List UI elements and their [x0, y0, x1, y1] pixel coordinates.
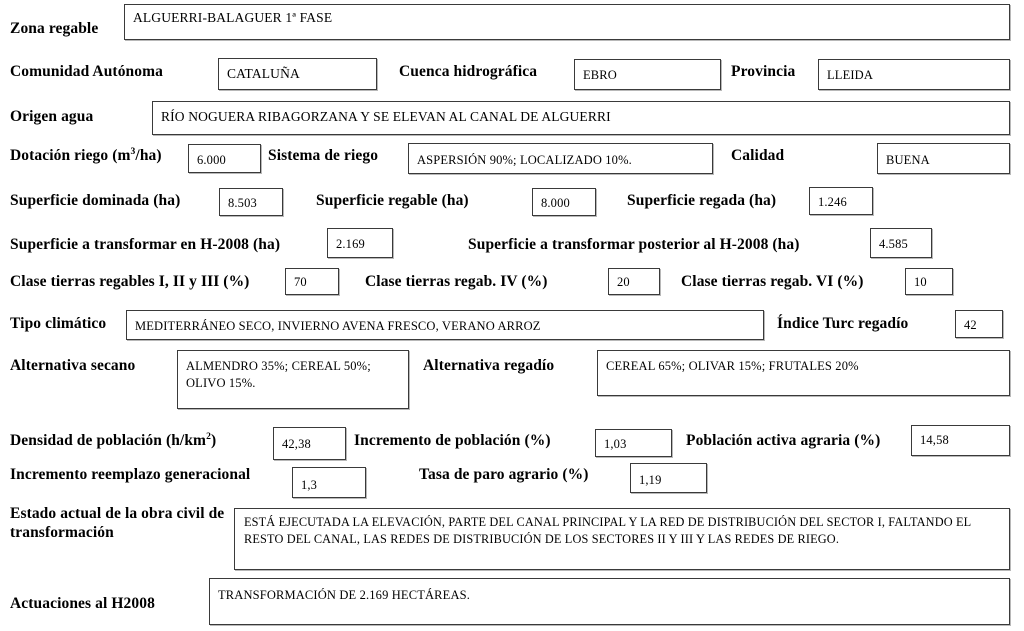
label-densidad-poblacion: Densidad de población $(h/km^2)$	[10, 430, 217, 449]
label-tipo-climatico: Tipo climático	[10, 315, 107, 332]
field-clase-tierras-vi[interactable]	[905, 268, 953, 295]
field-tipo-climatico[interactable]	[126, 310, 764, 340]
value-superficie-dominada: 8.503	[228, 196, 257, 210]
label-sistema-de-riego: Sistema de riego	[268, 147, 379, 164]
label-indice-turc-regadio: Índice Turc regadío	[777, 315, 909, 332]
field-incremento-poblacion[interactable]	[595, 429, 672, 457]
label-estado-obra-civil: Estado actual de la obra civil de transformación	[10, 505, 225, 542]
field-alternativa-regadio[interactable]	[597, 350, 1010, 396]
value-actuaciones-h2008: TRANSFORMACIÓN DE 2.169 HECTÁREAS.	[218, 588, 470, 602]
field-estado-obra-civil[interactable]	[234, 508, 1010, 570]
label-superficie-regable: Superficie regable (ha)	[316, 192, 469, 209]
field-zona-regable[interactable]	[124, 4, 1010, 40]
value-superficie-regable: 8.000	[541, 196, 570, 210]
field-clase-tierras-i-ii-iii[interactable]	[285, 268, 339, 295]
value-superficie-transformar-h2008: 2.169	[336, 237, 365, 251]
field-superficie-dominada[interactable]	[219, 188, 283, 216]
label-comunidad-autonoma: Comunidad Autónoma	[10, 63, 163, 80]
label-alternativa-regadio: Alternativa regadío	[423, 357, 555, 374]
field-cuenca-hidrografica[interactable]	[574, 59, 721, 90]
field-origen-agua[interactable]	[152, 101, 1010, 135]
value-estado-obra-civil: ESTÁ EJECUTADA LA ELEVACIÓN, PARTE DEL CANAL PRINCIPAL Y LA RED DE DISTRIBUCIÓN DEL SECTOR I, FALTANDO EL RESTO DEL CANAL, LAS REDES DE DISTRIBUCIÓN DE LOS SECTORES II Y III Y LAS REDES DE RIEGO.	[244, 515, 971, 547]
value-calidad: BUENA	[886, 153, 930, 167]
field-sistema-de-riego[interactable]	[408, 143, 713, 174]
field-comunidad-autonoma[interactable]	[218, 58, 377, 90]
value-alternativa-regadio: CEREAL 65%; OLIVAR 15%; FRUTALES 20%	[606, 359, 859, 373]
field-superficie-transformar-posterior[interactable]	[870, 228, 932, 258]
value-clase-tierras-vi: 10	[914, 275, 927, 289]
value-superficie-transformar-posterior: 4.585	[879, 237, 908, 251]
label-poblacion-activa-agraria: Población activa agraria (%)	[686, 432, 881, 449]
label-alternativa-secano: Alternativa secano	[10, 357, 136, 374]
label-calidad: Calidad	[731, 147, 785, 164]
field-dotacion-riego[interactable]	[188, 144, 261, 173]
value-tipo-climatico: MEDITERRÁNEO SECO, INVIERNO AVENA FRESCO, VERANO ARROZ	[135, 319, 541, 333]
label-clase-tierras-iv: Clase tierras regab. IV (%)	[365, 273, 548, 290]
field-provincia[interactable]	[818, 59, 1010, 90]
field-clase-tierras-iv[interactable]	[608, 268, 660, 295]
label-superficie-regada: Superficie regada (ha)	[627, 192, 777, 209]
field-calidad[interactable]	[877, 143, 1010, 174]
label-provincia: Provincia	[731, 63, 796, 80]
field-actuaciones-h2008[interactable]	[209, 578, 1010, 625]
label-superficie-transformar-h2008: Superficie a transformar en H-2008 (ha)	[10, 236, 281, 253]
value-alternativa-secano: ALMENDRO 35%; CEREAL 50%; OLIVO 15%.	[186, 359, 371, 390]
label-incremento-poblacion: Incremento de población (%)	[354, 432, 551, 449]
field-incremento-reemplazo[interactable]	[292, 467, 366, 498]
value-dotacion-riego: 6.000	[197, 153, 226, 167]
field-alternativa-secano[interactable]	[177, 350, 409, 409]
value-incremento-reemplazo: 1,3	[301, 478, 318, 492]
value-clase-tierras-iv: 20	[617, 275, 630, 289]
label-zona-regable: Zona regable	[10, 20, 99, 37]
value-cuenca-hidrografica: EBRO	[583, 68, 617, 82]
value-incremento-poblacion: 1,03	[604, 437, 627, 451]
label-clase-tierras-vi: Clase tierras regab. VI (%)	[681, 273, 864, 290]
label-dotacion-riego: Dotación riego $(m^3/ha)$	[10, 145, 162, 164]
field-densidad-poblacion[interactable]	[273, 427, 346, 460]
label-superficie-transformar-posterior: Superficie a transformar posterior al H-2008 (ha)	[468, 236, 800, 253]
label-superficie-dominada: Superficie dominada (ha)	[10, 192, 181, 209]
value-superficie-regada: 1.246	[818, 195, 847, 209]
value-poblacion-activa-agraria: 14,58	[920, 433, 949, 447]
value-zona-regable: ALGUERRI-BALAGUER 1ª FASE	[133, 10, 333, 25]
value-indice-turc-regadio: 42	[964, 318, 977, 332]
value-sistema-de-riego: ASPERSIÓN 90%; LOCALIZADO 10%.	[417, 153, 632, 167]
field-superficie-regable[interactable]	[532, 188, 596, 216]
field-poblacion-activa-agraria[interactable]	[911, 425, 1010, 456]
label-actuaciones-h2008: Actuaciones al H2008	[10, 595, 155, 612]
value-tasa-paro-agrario: 1,19	[639, 473, 662, 487]
value-densidad-poblacion: 42,38	[282, 437, 311, 451]
field-indice-turc-regadio[interactable]	[955, 310, 1003, 338]
field-superficie-regada[interactable]	[809, 187, 873, 215]
field-tasa-paro-agrario[interactable]	[630, 463, 707, 493]
label-origen-agua: Origen agua	[10, 108, 94, 125]
value-comunidad-autonoma: CATALUÑA	[227, 66, 300, 81]
label-clase-tierras-i-ii-iii: Clase tierras regables I, II y III (%)	[10, 273, 250, 290]
field-superficie-transformar-h2008[interactable]	[327, 228, 393, 258]
value-clase-tierras-i-ii-iii: 70	[294, 275, 307, 289]
label-incremento-reemplazo: Incremento reemplazo generacional	[10, 466, 251, 483]
value-provincia: LLEIDA	[827, 68, 874, 82]
label-tasa-paro-agrario: Tasa de paro agrario (%)	[419, 466, 589, 483]
label-cuenca-hidrografica: Cuenca hidrográfica	[399, 63, 538, 80]
value-origen-agua: RÍO NOGUERA RIBAGORZANA Y SE ELEVAN AL CANAL DE ALGUERRI	[161, 109, 611, 124]
